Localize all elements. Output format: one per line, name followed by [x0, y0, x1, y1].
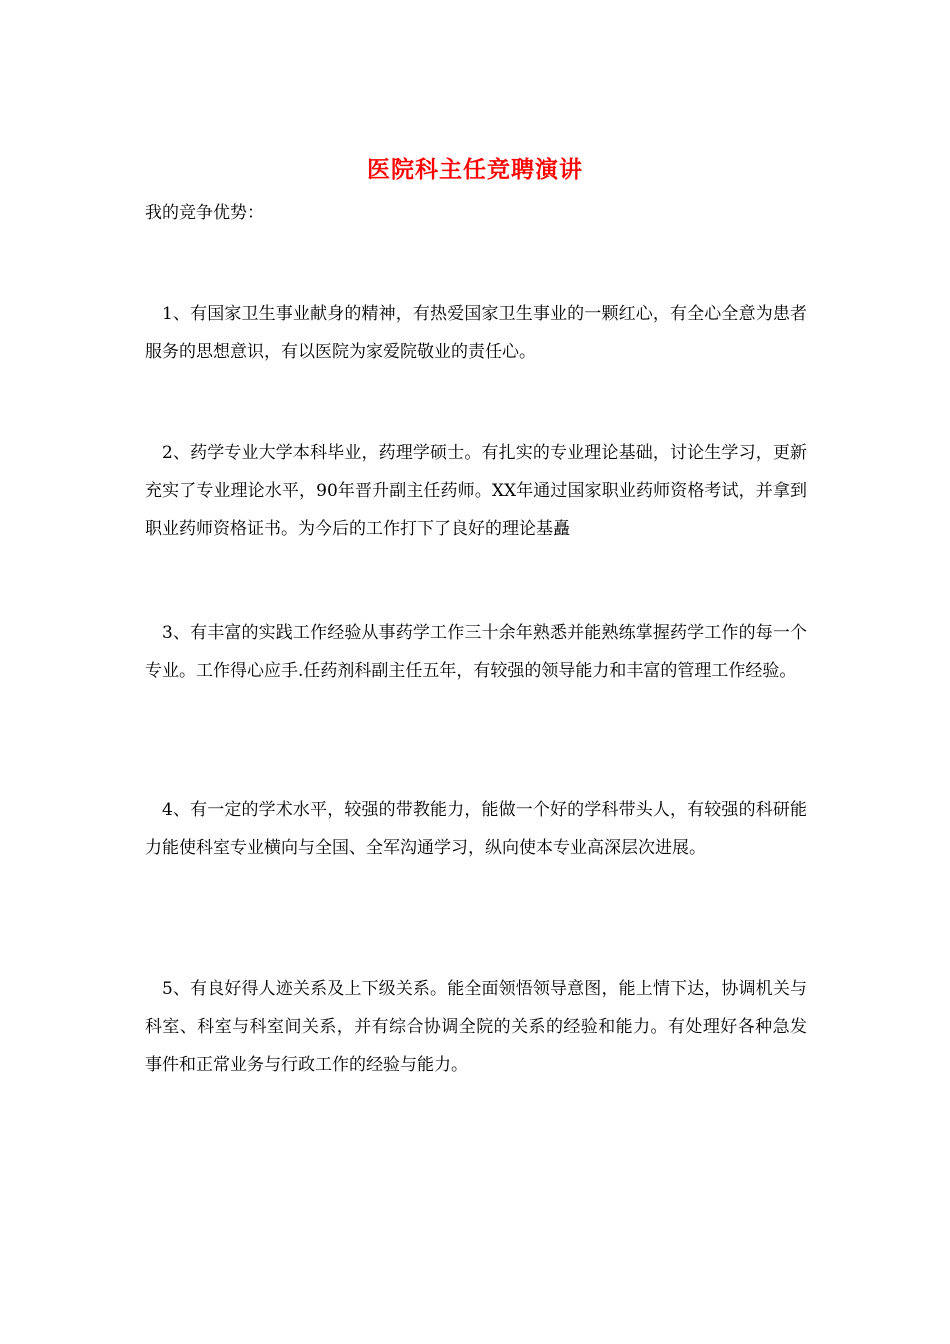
paragraph-4: 4、有一定的学术水平，较强的带教能力，能做一个好的学科带头人，有较强的科研能力能使科室专业横向与全国、全军沟通学习，纵向使本专业高深层次进展。 — [145, 800, 807, 858]
document-title: 医院科主任竞聘演讲 — [367, 156, 583, 183]
paragraph-3: 3、有丰富的实践工作经验从事药学工作三十余年熟悉并能熟练掌握药学工作的每一个专业。工作得心应手.任药剂科副主任五年，有较强的领导能力和丰富的管理工作经验。 — [145, 623, 807, 681]
paragraph-5: 5、有良好得人迹关系及上下级关系。能全面领悟领导意图，能上情下达，协调机关与科室、科室与科室间关系，并有综合协调全院的关系的经验和能力。有处理好各种急发事件和正常业务与行政工作的经验与能力。 — [145, 979, 807, 1075]
paragraph-2: 2、药学专业大学本科毕业，药理学硕士。有扎实的专业理论基础，讨论生学习，更新充实了专业理论水平，90年晋升副主任药师。XX年通过国家职业药师资格考试，并拿到职业药师资格证书。为今后的工作打下了良好的理论基矗 — [145, 443, 807, 539]
paragraph-1: 1、有国家卫生事业献身的精神，有热爱国家卫生事业的一颗红心，有全心全意为患者服务的思想意识，有以医院为家爱院敬业的责任心。 — [145, 304, 807, 362]
section-subheading: 我的竞争优势： — [145, 203, 264, 223]
